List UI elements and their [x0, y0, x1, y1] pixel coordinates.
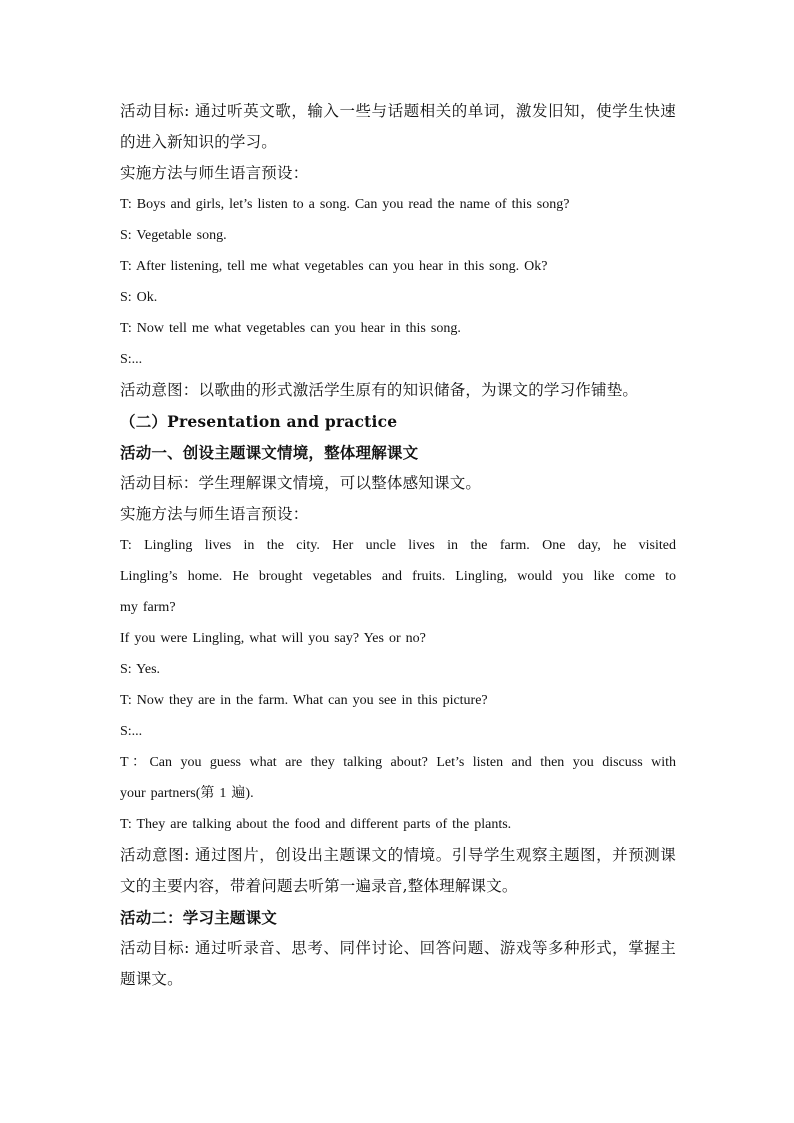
activity-goal-line-1: 活动目标: 通过听英文歌，输入一些与话题相关的单词，激发旧知，使学生快速	[120, 102, 676, 120]
dialogue-line: S:...	[120, 724, 143, 739]
dialogue-line: T: They are talking about the food and different parts of the plants.	[120, 817, 512, 832]
dialogue-line: T: After listening, tell me what vegetables can you hear in this song. Ok?	[120, 259, 548, 274]
dialogue-line: T: Lingling lives in the city. Her uncle lives in the farm. One day, he visited	[120, 538, 676, 553]
activity-intent-line: 活动意图：以歌曲的形式激活学生原有的知识储备，为课文的学习作铺垫。	[120, 381, 639, 399]
activity-intent-line-1: 活动意图: 通过图片，创设出主题课文的情境。引导学生观察主题图，并预测课	[120, 846, 676, 864]
activity-goal-line-2: 题课文。	[120, 970, 183, 988]
dialogue-line: T: Now they are in the farm. What can you see in this picture?	[120, 693, 488, 708]
dialogue-line: If you were Lingling, what will you say? Yes or no?	[120, 631, 426, 646]
dialogue-line: S: Vegetable song.	[120, 228, 227, 243]
activity-two-heading: 活动二：学习主题课文	[120, 908, 278, 927]
activity-goal-line-2: 的进入新知识的学习。	[120, 133, 278, 151]
dialogue-line: my farm?	[120, 600, 176, 615]
activity-goal-line: 活动目标：学生理解课文情境，可以整体感知课文。	[120, 474, 482, 492]
dialogue-line: Lingling’s home. He brought vegetables and fruits. Lingling, would you like come to	[120, 569, 676, 584]
dialogue-line: S: Yes.	[120, 662, 161, 677]
dialogue-line: T: Boys and girls, let’s listen to a song. Can you read the name of this song?	[120, 197, 570, 212]
dialogue-line: T: Now tell me what vegetables can you hear in this song.	[120, 321, 461, 336]
activity-intent-line-2: 文的主要内容，带着问题去听第一遍录音,整体理解课文。	[120, 877, 518, 895]
activity-goal-line-1: 活动目标: 通过听录音、思考、同伴讨论、回答问题、游戏等多种形式，掌握主	[120, 939, 676, 957]
dialogue-line: your partners(第 1 遍).	[120, 786, 254, 801]
dialogue-line: T：Can you guess what are they talking about? Let’s listen and then you discuss with	[120, 755, 676, 770]
activity-one-heading: 活动一、创设主题课文情境，整体理解课文	[120, 443, 419, 462]
method-heading: 实施方法与师生语言预设：	[120, 164, 309, 182]
section-heading: （二）Presentation and practice	[120, 412, 398, 431]
dialogue-line: S: Ok.	[120, 290, 158, 305]
document-body	[120, 96, 676, 995]
method-heading: 实施方法与师生语言预设：	[120, 505, 309, 523]
dialogue-line: S:...	[120, 352, 143, 367]
